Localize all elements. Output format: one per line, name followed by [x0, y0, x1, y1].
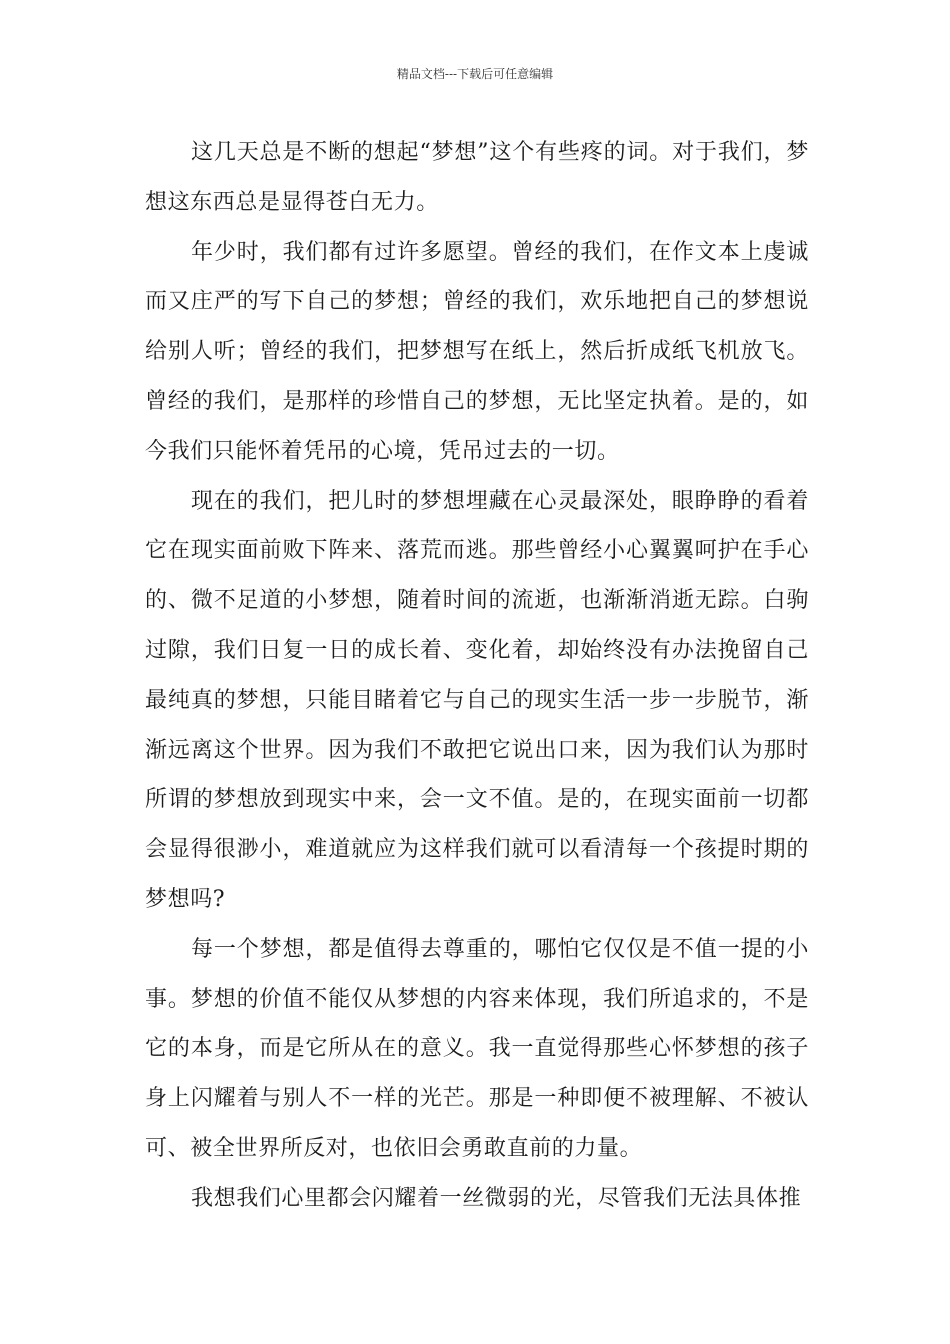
- paragraph-5: 我想我们心里都会闪耀着一丝微弱的光，尽管我们无法具体推: [191, 1185, 802, 1211]
- page-header: 精品文档---下载后可任意编辑: [396, 67, 554, 81]
- paragraph-3: 现在的我们，把儿时的梦想埋藏在心灵最深处，眼睁睁的看着它在现实面前败下阵来、落荒而逃。那些曾经小心翼翼呵护在手心的、微不足道的小梦想，随着时间的流逝，也渐渐消逝无踪。白驹过隙，我们日复一日的成长着、变化着，却始终没有办法挽留自己最纯真的梦想，只能目睹着它与自己的现实生活一步一步脱节，渐渐远离这个世界。因为我们不敢把它说出口来，因为我们认为那时所谓的梦想放到现实中来，会一文不值。是的，在现实面前一切都会显得很渺小，难道就应为这样我们就可以看清每一个孩提时期的梦想吗?: [145, 488, 809, 912]
- paragraph-1: 这几天总是不断的想起“梦想”这个有些疼的词。对于我们，梦想这东西总是显得苍白无力。: [145, 140, 809, 215]
- document-body: [145, 128, 809, 1224]
- paragraph-4: 每一个梦想，都是值得去尊重的，哪怕它仅仅是不值一提的小事。梦想的价值不能仅从梦想的内容来体现，我们所追求的，不是它的本身，而是它所从在的意义。我一直觉得那些心怀梦想的孩子身上闪耀着与别人不一样的光芒。那是一种即便不被理解、不被认可、被全世界所反对，也依旧会勇敢直前的力量。: [145, 936, 809, 1161]
- paragraph-2: 年少时，我们都有过许多愿望。曾经的我们，在作文本上虔诚而又庄严的写下自己的梦想；曾经的我们，欢乐地把自己的梦想说给别人听；曾经的我们，把梦想写在纸上，然后折成纸飞机放飞。曾经的我们，是那样的珍惜自己的梦想，无比坚定执着。是的，如今我们只能怀着凭吊的心境，凭吊过去的一切。: [145, 239, 809, 464]
